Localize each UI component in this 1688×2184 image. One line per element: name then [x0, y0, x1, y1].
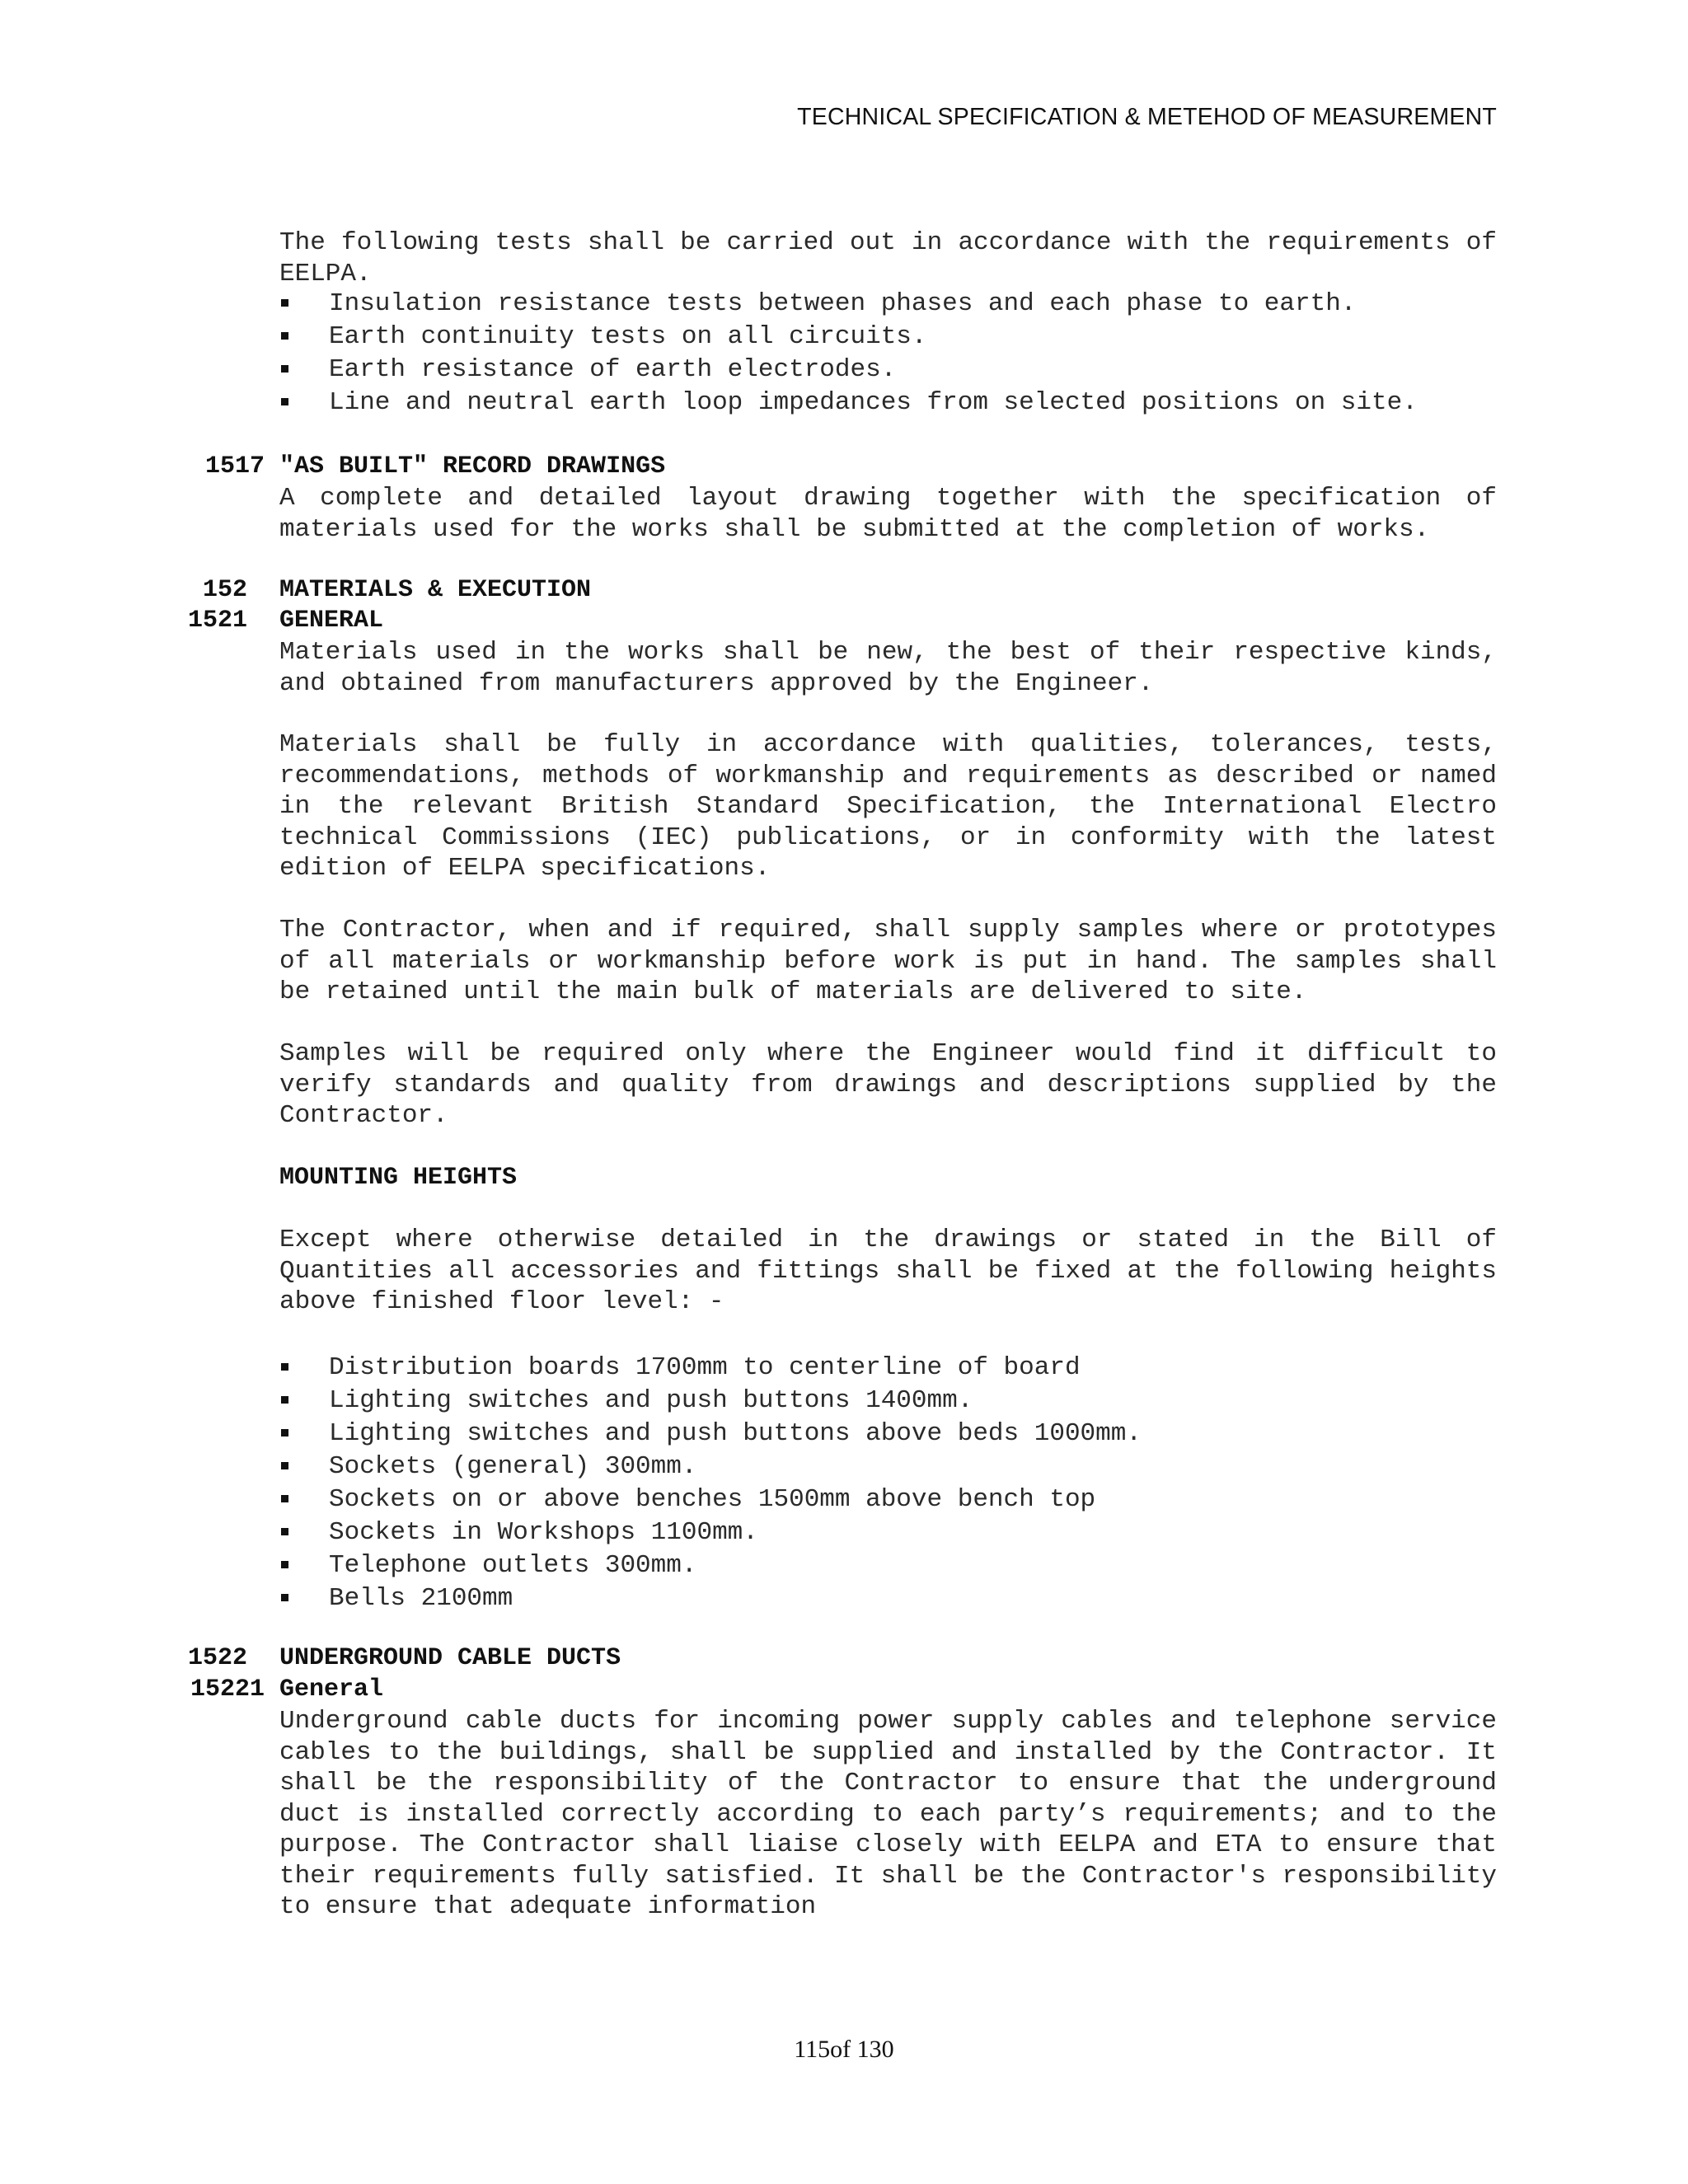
list-item: Earth resistance of earth electrodes.	[279, 354, 1497, 387]
list-item: Sockets on or above benches 1500mm above bench top	[279, 1483, 1497, 1516]
section-number-152: 152	[202, 576, 247, 604]
list-item: Bells 2100mm	[279, 1582, 1497, 1615]
mounting-heights-list	[279, 1352, 1497, 1615]
section-number-1522: 1522	[187, 1644, 247, 1672]
underground-ducts-paragraph: Underground cable ducts for incoming power supply cables and telephone service cables to the buildings, shall be supplied and installed by the Contractor. It shall be the responsibility of the Contractor to ensure that the underground duct is installed correctly according to each party’s requirements; and to the purpose. The Contractor shall liaise closely with EELPA and ETA to ensure that their requirements fully satisfied. It shall be the Contractor's responsibility to ensure that adequate information	[279, 1707, 1497, 1921]
section-heading-underground-cable-ducts: UNDERGROUND CABLE DUCTS	[279, 1644, 621, 1672]
general-paragraph-4: Samples will be required only where the Engineer would find it difficult to verify standards and quality from drawings and descriptions supplied by the Contractor.	[279, 1039, 1497, 1130]
list-item: Lighting switches and push buttons 1400mm.	[279, 1385, 1497, 1418]
list-item: Distribution boards 1700mm to centerline of board	[279, 1352, 1497, 1385]
bullet-square-icon	[281, 1594, 288, 1601]
bullet-square-icon	[281, 1462, 288, 1469]
bullet-square-icon	[281, 1495, 288, 1502]
as-built-paragraph: A complete and detailed layout drawing together with the specification of materials used for the works shall be submitted at the completion of works.	[279, 484, 1497, 544]
page-number: 115of 130	[794, 2036, 894, 2063]
bullet-square-icon	[281, 1528, 288, 1535]
running-header: TECHNICAL SPECIFICATION & METEHOD OF MEASUREMENT	[797, 104, 1497, 130]
list-item: Sockets (general) 300mm.	[279, 1451, 1497, 1483]
list-item: Lighting switches and push buttons above beds 1000mm.	[279, 1418, 1497, 1451]
bullet-square-icon	[281, 332, 288, 340]
bullet-square-icon	[281, 365, 288, 373]
list-item: Line and neutral earth loop impedances from selected positions on site.	[279, 387, 1497, 419]
mounting-intro-paragraph: Except where otherwise detailed in the drawings or stated in the Bill of Quantities all accessories and fittings shall be fixed at the following heights above finished floor level: -	[279, 1226, 1497, 1316]
bullet-square-icon	[281, 1561, 288, 1568]
general-paragraph-1: Materials used in the works shall be new, the best of their respective kinds, and obtained from manufacturers approved by the Engineer.	[279, 638, 1497, 698]
section-heading-as-built: "AS BUILT" RECORD DRAWINGS	[279, 452, 666, 480]
bullet-square-icon	[281, 1396, 288, 1404]
list-item: Insulation resistance tests between phases and each phase to earth.	[279, 288, 1497, 321]
bullet-square-icon	[281, 1363, 288, 1371]
section-heading-general: GENERAL	[279, 607, 384, 635]
section-number-15221: 15221	[190, 1675, 265, 1704]
bullet-square-icon	[281, 299, 288, 307]
section-number-1521: 1521	[187, 607, 247, 635]
tests-list	[279, 288, 1497, 419]
bullet-square-icon	[281, 398, 288, 405]
general-paragraph-2: Materials shall be fully in accordance with qualities, tolerances, tests, recommendations, methods of workmanship and requirements as described or named in the relevant British Standard Specification, the International Electro technical Commissions (IEC) publications, or in conformity with the latest edition of EELPA specifications.	[279, 730, 1497, 883]
list-item: Sockets in Workshops 1100mm.	[279, 1516, 1497, 1549]
tests-intro-paragraph: The following tests shall be carried out in accordance with the requirements of EELPA.	[279, 228, 1497, 288]
section-heading-general-ducts: General	[279, 1675, 384, 1704]
general-paragraph-3: The Contractor, when and if required, shall supply samples where or prototypes of all materials or workmanship before work is put in hand. The samples shall be retained until the main bulk of materials are delivered to site.	[279, 916, 1497, 1006]
section-heading-materials-execution: MATERIALS & EXECUTION	[279, 576, 592, 604]
section-heading-mounting-heights: MOUNTING HEIGHTS	[279, 1164, 518, 1192]
list-item: Telephone outlets 300mm.	[279, 1549, 1497, 1582]
bullet-square-icon	[281, 1429, 288, 1436]
list-item: Earth continuity tests on all circuits.	[279, 321, 1497, 354]
section-number-1517: 1517	[204, 452, 265, 480]
